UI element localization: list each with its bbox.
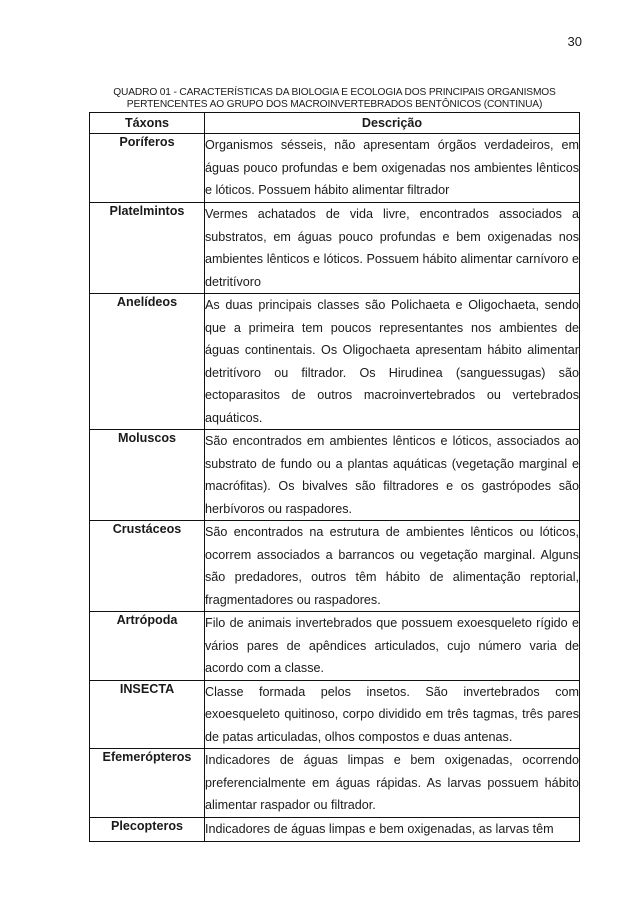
description-cell: Filo de animais invertebrados que possuem exoesqueleto rígido e vários pares de apêndices articulados, cujo número varia de acordo com a classe. (205, 612, 580, 681)
taxon-cell: Efemerópteros (90, 749, 205, 818)
description-cell: São encontrados em ambientes lênticos e lóticos, associados ao substrato de fundo ou a plantas aquáticas (vegetação marginal e macrófitas). Os bivalves são filtradores e os gastrópodes são herbívoros ou raspadores. (205, 430, 580, 521)
caption-line-1: QUADRO 01 - CARACTERÍSTICAS DA BIOLOGIA E ECOLOGIA DOS PRINCIPAIS ORGANISMOS (113, 87, 556, 98)
table-row (90, 203, 580, 294)
description-cell: Indicadores de águas limpas e bem oxigenadas, ocorrendo preferencialmente em águas rápidas. As larvas possuem hábito alimentar raspador ou filtrador. (205, 749, 580, 818)
table-caption (88, 87, 581, 111)
taxon-cell: Anelídeos (90, 294, 205, 430)
header-description: Descrição (205, 113, 580, 134)
taxon-cell: INSECTA (90, 680, 205, 749)
description-cell: Vermes achatados de vida livre, encontrados associados a substratos, em águas pouco profundas e bem oxigenadas nos ambientes lênticos e lóticos. Possuem hábito alimentar carnívoro e detritívoro (205, 203, 580, 294)
description-cell: Indicadores de águas limpas e bem oxigenadas, as larvas têm (205, 817, 580, 841)
table-header-row (90, 113, 580, 134)
taxon-cell: Crustáceos (90, 521, 205, 612)
table-row (90, 680, 580, 749)
description-cell: Organismos sésseis, não apresentam órgãos verdadeiros, em águas pouco profundas e bem oxigenadas nos ambientes lênticos e lóticos. Possuem hábito alimentar filtrador (205, 134, 580, 203)
table-row (90, 430, 580, 521)
header-taxons: Táxons (90, 113, 205, 134)
table-row (90, 817, 580, 841)
taxon-cell: Plecopteros (90, 817, 205, 841)
page-number: 30 (567, 34, 582, 49)
taxon-cell: Artrópoda (90, 612, 205, 681)
table-row (90, 749, 580, 818)
table-row (90, 294, 580, 430)
table-row (90, 521, 580, 612)
taxon-cell: Moluscos (90, 430, 205, 521)
taxon-cell: Poríferos (90, 134, 205, 203)
description-cell: Classe formada pelos insetos. São invertebrados com exoesqueleto quitinoso, corpo dividido em três tagmas, três pares de patas articuladas, olhos compostos e duas antenas. (205, 680, 580, 749)
description-cell: São encontrados na estrutura de ambientes lênticos ou lóticos, ocorrem associados a barrancos ou vegetação marginal. Alguns são predadores, outros têm hábito de alimentação reptorial, fragmentadores ou raspadores. (205, 521, 580, 612)
caption-line-2: PERTENCENTES AO GRUPO DOS MACROINVERTEBRADOS BENTÔNICOS (CONTINUA) (126, 99, 543, 110)
characteristics-table (89, 112, 580, 842)
table-row (90, 134, 580, 203)
description-cell: As duas principais classes são Polichaeta e Oligochaeta, sendo que a primeira tem poucos representantes nos ambientes de águas continentais. Os Oligochaeta apresentam hábito alimentar detritívoro ou filtrador. Os Hirudinea (sanguessugas) são ectoparasitos de outros macroinvertebrados ou vertebrados aquáticos. (205, 294, 580, 430)
taxon-cell: Platelmintos (90, 203, 205, 294)
table-row (90, 612, 580, 681)
